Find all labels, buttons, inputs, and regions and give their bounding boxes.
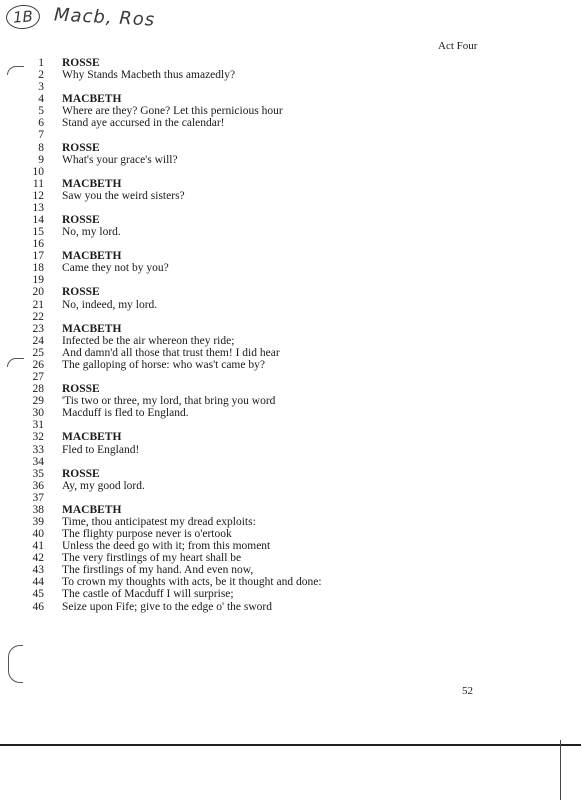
script-line: [0, 335, 581, 347]
corner-mark: [560, 740, 581, 800]
handwritten-note: [6, 2, 155, 32]
script-line: [0, 601, 581, 613]
line-number: 14: [32, 214, 44, 227]
speaker-name: MACBETH: [62, 250, 122, 263]
script-line: [0, 468, 581, 480]
script-line: [0, 93, 581, 105]
script-line: [0, 444, 581, 456]
line-number: 31: [32, 419, 44, 432]
script-line: [0, 576, 581, 588]
speaker-name: MACBETH: [62, 177, 122, 190]
dialogue-text: What's your grace's will?: [62, 153, 178, 166]
circled-label: 1B: [5, 4, 40, 30]
speaker-name: MACBETH: [62, 503, 122, 516]
line-number: 23: [32, 322, 44, 335]
handwritten-text: Macb, Ros: [53, 3, 156, 31]
line-number: 39: [32, 515, 44, 528]
script-line: [0, 407, 581, 419]
script-line: [0, 431, 581, 443]
dialogue-text: The very firstlings of my heart shall be: [62, 552, 242, 565]
script-line: [0, 190, 581, 202]
dialogue-text: Stand aye accursed in the calendar!: [62, 117, 225, 130]
script-line: [0, 588, 581, 600]
script-line: [0, 250, 581, 262]
line-number: 24: [32, 334, 44, 347]
script-line: [0, 214, 581, 226]
script-line: [0, 456, 581, 468]
line-number: 4: [38, 93, 44, 106]
line-number: 15: [32, 226, 44, 239]
line-number: 16: [32, 238, 44, 251]
act-header: Act Four: [438, 40, 478, 52]
dialogue-text: Time, thou anticipatest my dread exploits:: [62, 515, 256, 528]
dialogue-text: The flighty purpose never is o'ertook: [62, 528, 232, 541]
line-number: 27: [32, 371, 44, 384]
line-number: 12: [32, 189, 44, 202]
script-line: [0, 105, 581, 117]
line-number: 40: [32, 528, 44, 541]
line-number: 26: [32, 358, 44, 371]
line-number: 34: [32, 455, 44, 468]
script-line: [0, 359, 581, 371]
speaker-name: MACBETH: [62, 93, 122, 106]
script-line: [0, 166, 581, 178]
line-number: 29: [32, 395, 44, 408]
line-number: 1: [38, 57, 44, 69]
script-line: [0, 299, 581, 311]
script-line: [0, 226, 581, 238]
script-line: [0, 81, 581, 93]
dialogue-text: No, my lord.: [62, 226, 121, 239]
dialogue-text: Fled to England!: [62, 443, 140, 456]
script-line: [0, 504, 581, 516]
dialogue-text: Saw you the weird sisters?: [62, 189, 185, 202]
script-line: [0, 419, 581, 431]
script-line: [0, 395, 581, 407]
line-number: 21: [32, 298, 44, 311]
line-number: 5: [38, 105, 44, 118]
speaker-name: MACBETH: [62, 322, 122, 335]
line-number: 3: [38, 81, 44, 94]
line-number: 36: [32, 479, 44, 492]
line-number: 44: [32, 576, 44, 589]
script-line: [0, 516, 581, 528]
line-number: 2: [38, 69, 44, 82]
line-number: 45: [32, 588, 44, 601]
line-number: 35: [32, 467, 44, 480]
script-line: [0, 238, 581, 250]
line-number: 46: [32, 600, 44, 613]
script-line: [0, 480, 581, 492]
line-number: 41: [32, 540, 44, 553]
dialogue-text: The galloping of horse: who was't came by?: [62, 358, 265, 371]
script-line: [0, 323, 581, 335]
line-number: 7: [38, 129, 44, 142]
line-number: 43: [32, 564, 44, 577]
line-number: 30: [32, 407, 44, 420]
dialogue-text: Ay, my good lord.: [62, 479, 145, 492]
script-line: [0, 202, 581, 214]
script-line: [0, 69, 581, 81]
line-number: 37: [32, 491, 44, 504]
speaker-name: ROSSE: [62, 141, 100, 154]
script-line: [0, 142, 581, 154]
dialogue-text: The firstlings of my hand. And even now,: [62, 564, 254, 577]
script-line: [0, 347, 581, 359]
speaker-name: ROSSE: [62, 286, 100, 299]
speaker-name: ROSSE: [62, 467, 100, 480]
dialogue-text: Where are they? Gone? Let this pernicious hour: [62, 105, 283, 118]
line-number: 32: [32, 431, 44, 444]
line-number: 9: [38, 153, 44, 166]
dialogue-text: Came they not by you?: [62, 262, 169, 275]
script-line: [0, 57, 581, 69]
line-number: 38: [32, 503, 44, 516]
dialogue-text: 'Tis two or three, my lord, that bring you word: [62, 395, 276, 408]
dialogue-text: Why Stands Macbeth thus amazedly?: [62, 69, 236, 82]
script-line: [0, 178, 581, 190]
line-number: 8: [38, 141, 44, 154]
line-number: 13: [32, 201, 44, 214]
script-line: [0, 117, 581, 129]
script-line: [0, 286, 581, 298]
line-number: 20: [32, 286, 44, 299]
dialogue-text: No, indeed, my lord.: [62, 298, 158, 311]
dialogue-text: Unless the deed go with it; from this moment: [62, 540, 271, 553]
line-number: 6: [38, 117, 44, 130]
dialogue-text: Seize upon Fife; give to the edge o' the sword: [62, 600, 272, 613]
page-number: 52: [462, 685, 473, 697]
script-line: [0, 383, 581, 395]
line-number: 33: [32, 443, 44, 456]
speaker-name: MACBETH: [62, 431, 122, 444]
line-number: 11: [32, 177, 44, 190]
dialogue-text: Infected be the air whereon they ride;: [62, 334, 235, 347]
bottom-rule: [0, 744, 581, 746]
speaker-name: ROSSE: [62, 214, 100, 227]
line-number: 42: [32, 552, 44, 565]
line-number: 19: [32, 274, 44, 287]
line-number: 10: [32, 165, 44, 178]
dialogue-text: To crown my thoughts with acts, be it thought and done:: [62, 576, 322, 589]
script-lines: [0, 57, 581, 613]
line-number: 18: [32, 262, 44, 275]
dialogue-text: The castle of Macduff I will surprise;: [62, 588, 234, 601]
script-line: [0, 311, 581, 323]
script-line: [0, 262, 581, 274]
script-line: [0, 371, 581, 383]
margin-bracket-mark: [8, 645, 23, 683]
line-number: 22: [32, 310, 44, 323]
script-line: [0, 540, 581, 552]
line-number: 25: [32, 346, 44, 359]
dialogue-text: And damn'd all those that trust them! I did hear: [62, 346, 280, 359]
dialogue-text: Macduff is fled to England.: [62, 407, 189, 420]
line-number: 17: [32, 250, 44, 263]
script-line: [0, 552, 581, 564]
script-line: [0, 154, 581, 166]
script-line: [0, 492, 581, 504]
speaker-name: ROSSE: [62, 383, 100, 396]
speaker-name: ROSSE: [62, 57, 100, 69]
script-line: [0, 564, 581, 576]
script-line: [0, 528, 581, 540]
script-line: [0, 274, 581, 286]
script-line: [0, 129, 581, 141]
line-number: 28: [32, 383, 44, 396]
